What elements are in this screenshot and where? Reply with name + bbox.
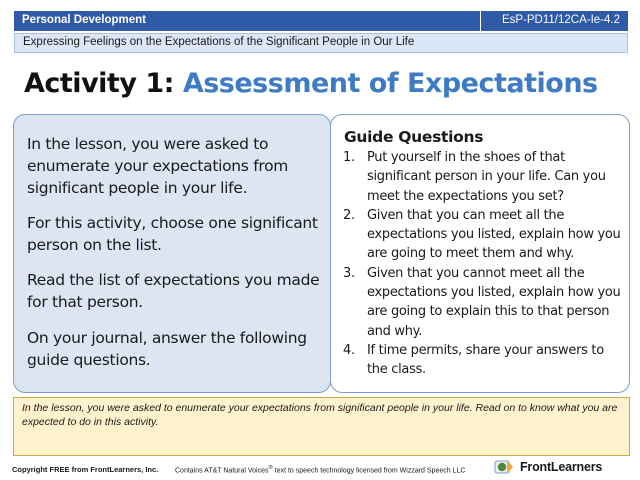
voices-suffix: text to speech technology licensed from Wizzard Speech LLC (272, 467, 466, 475)
guide-question (343, 148, 627, 206)
voices-prefix: Contains AT&T Natural Voices (175, 467, 269, 475)
title-main: Assessment of Expectations (182, 68, 598, 99)
narration-note: In the lesson, you were asked to enumerate your expectations from significant people in your life. Read on to know what you are expected to do in this activity. (22, 402, 618, 428)
instruction-paragraph: In the lesson, you were asked to enumerate your expectations from significant people in your life. (27, 135, 289, 197)
question-number: 1. (343, 150, 355, 165)
instructions-card (13, 114, 331, 393)
instruction-paragraph: Read the list of expectations you made for that person. (27, 271, 320, 311)
question-text: Put yourself in the shoes of that significant person in your life. Can you meet the expectations you set? (367, 150, 606, 204)
guide-question (343, 341, 627, 380)
page-title (24, 68, 598, 99)
question-number: 3. (343, 265, 355, 281)
instruction-paragraph: On your journal, answer the following guide questions. (27, 329, 307, 369)
guide-questions-card (330, 114, 630, 393)
question-text: Given that you cannot meet all the expectations you listed, explain how you are going to explain this to that person and why. (367, 265, 621, 339)
topic-bar (14, 33, 628, 53)
narration-note-box (13, 397, 630, 456)
question-text: Given that you can meet all the expectations you listed, explain how you are going to meet them and why. (367, 207, 621, 262)
instruction-paragraph: For this activity, choose one significant person on the list. (27, 214, 318, 254)
guide-question (343, 206, 627, 264)
guide-questions-title: Guide Questions (344, 128, 484, 146)
frontlearners-logo-icon (494, 458, 514, 476)
topic-label: Expressing Feelings on the Expectations of the Significant People in Our Life (23, 36, 415, 48)
copyright-notice: Copyright FREE from FrontLearners, Inc. (12, 465, 159, 474)
question-number: 2. (343, 207, 355, 223)
guide-question (343, 264, 627, 341)
registered-mark: ® (268, 465, 273, 471)
code-cell (480, 11, 628, 31)
title-prefix: Activity 1: (24, 68, 174, 99)
competency-code: EsP-PD11/12CA-Ie-4.2 (501, 14, 620, 26)
header-bar (14, 11, 628, 31)
question-text: If time permits, share your answers to the class. (367, 342, 604, 378)
guide-questions-list (343, 148, 627, 380)
voices-notice (175, 465, 465, 474)
brand-name: FrontLearners (520, 460, 603, 474)
subject-label: Personal Development (22, 14, 146, 26)
question-number: 4. (343, 342, 355, 358)
